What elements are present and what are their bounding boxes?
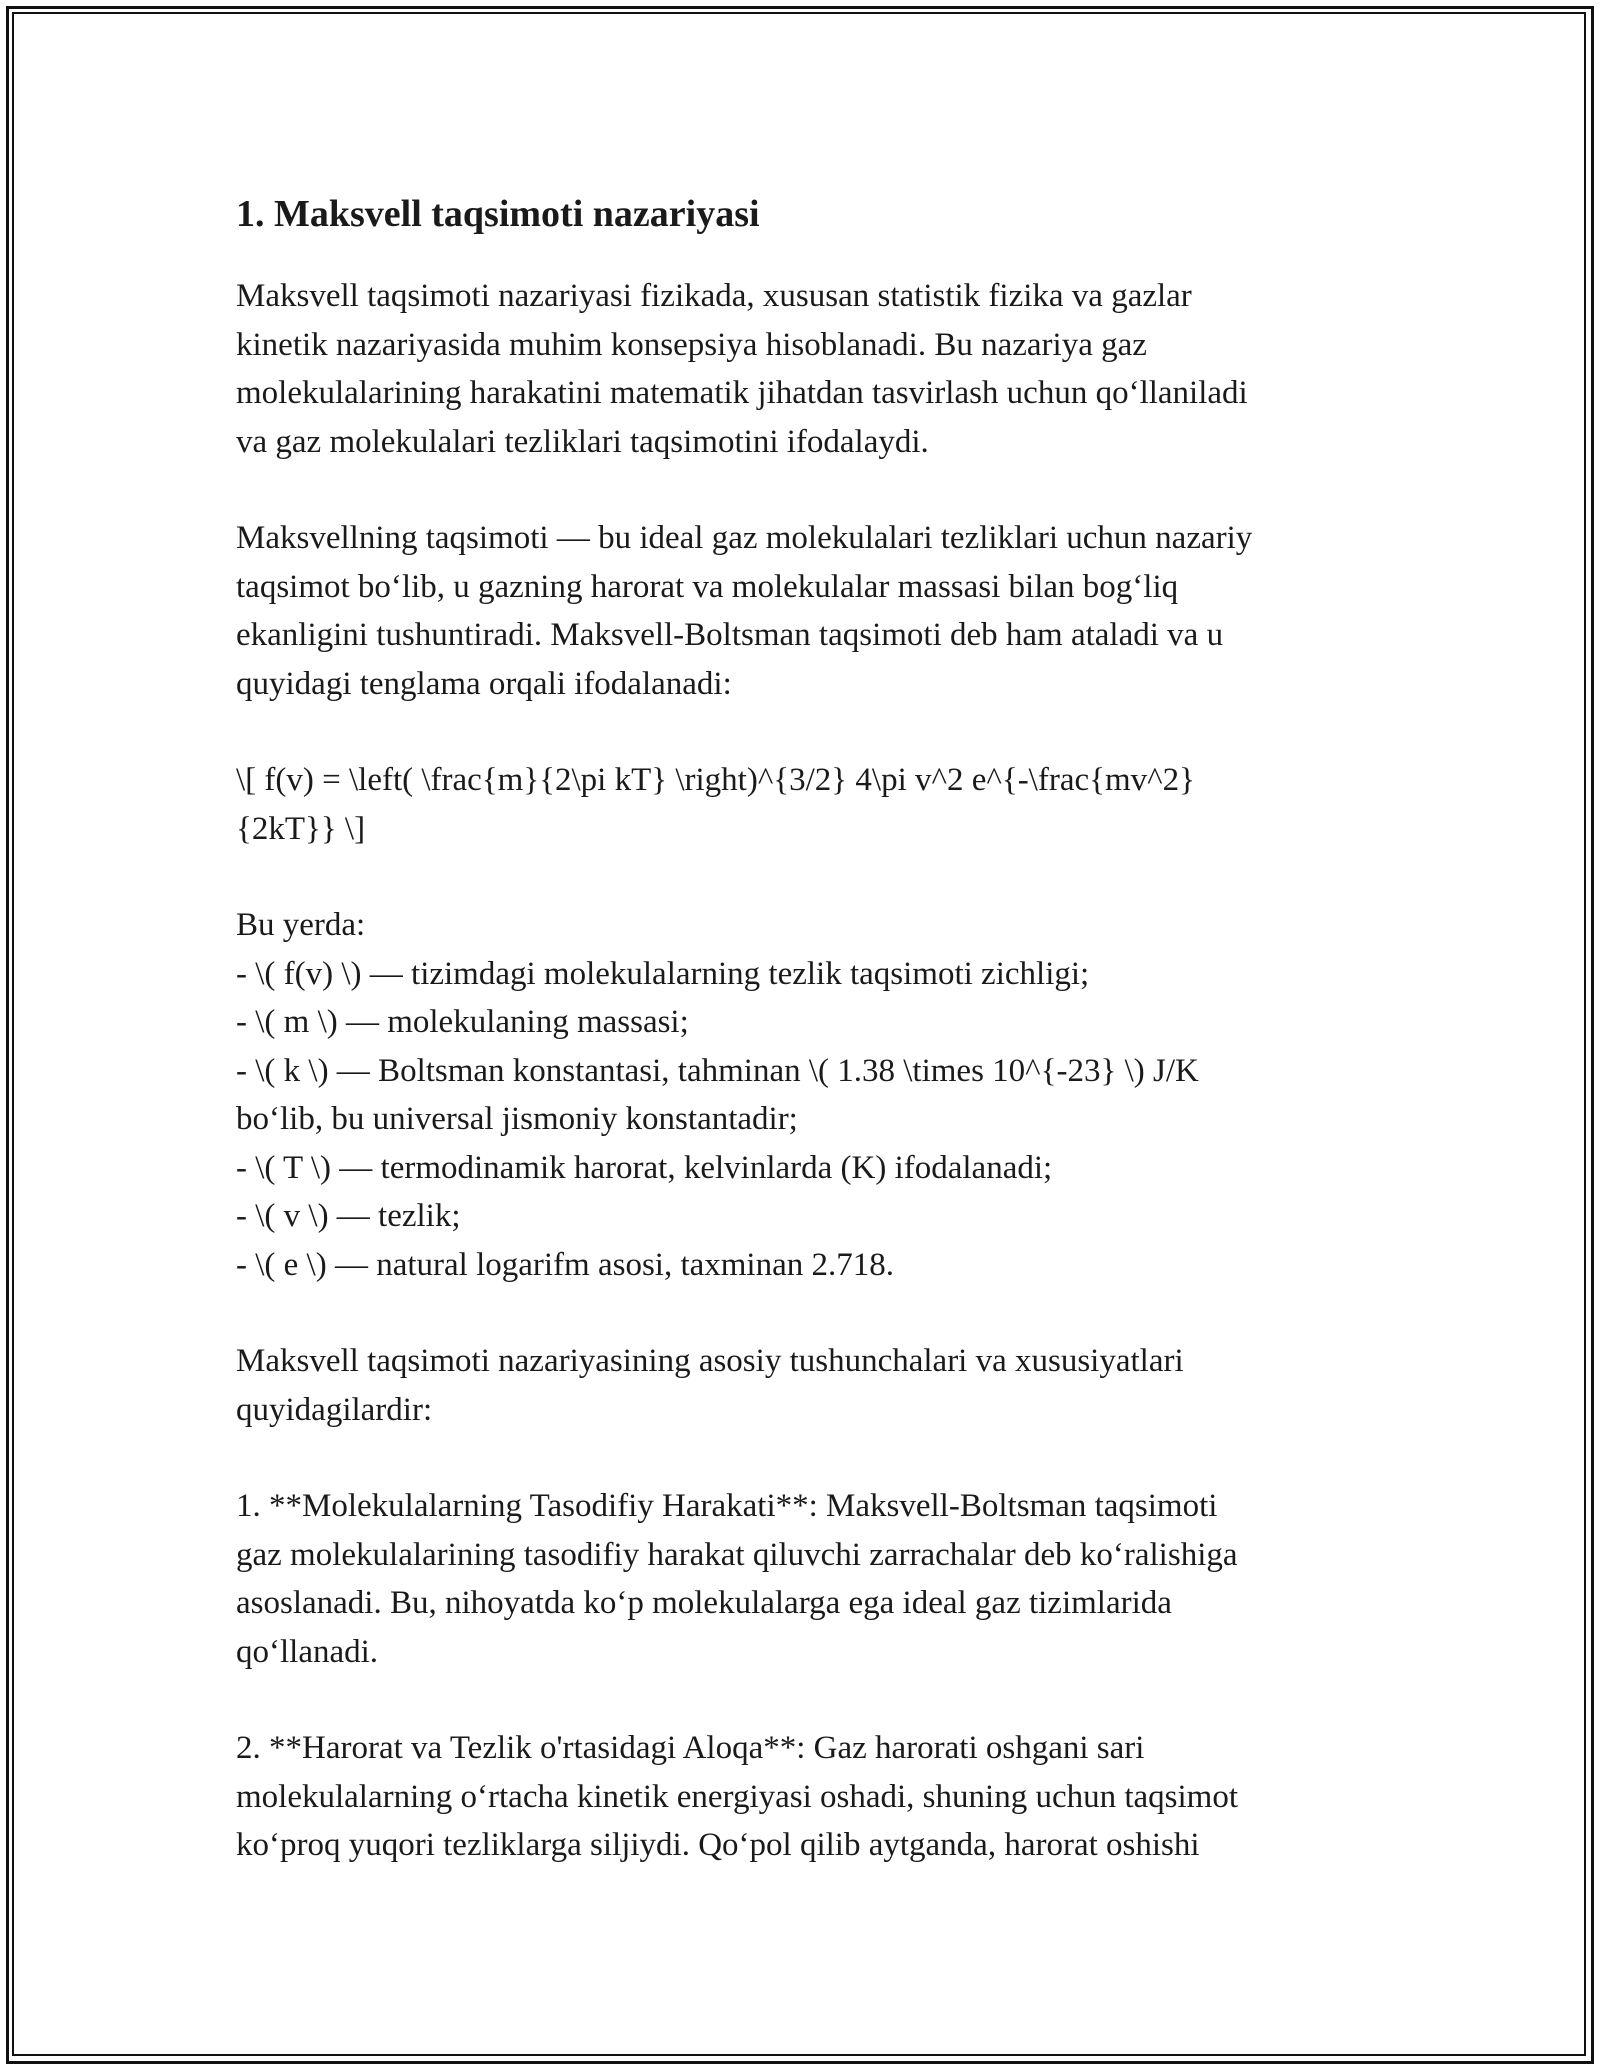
text-line: Maksvellning taqsimoti — bu ideal gaz molekulalari tezliklari uchun nazariy bbox=[236, 520, 1253, 556]
paragraph-point-1 bbox=[236, 1482, 1386, 1676]
list-item-continuation: bo‘lib, bu universal jismoniy konstantadir; bbox=[236, 1101, 798, 1137]
list-item: - \( T \) — termodinamik harorat, kelvinlarda (K) ifodalanadi; bbox=[236, 1149, 1053, 1186]
text-line: 2. **Harorat va Tezlik o'rtasidagi Aloqa**: Gaz harorati oshgani sari bbox=[236, 1730, 1145, 1766]
text-line: molekulalarining harakatini matematik jihatdan tasvirlash uchun qo‘llaniladi bbox=[236, 375, 1248, 411]
list-item: - \( m \) — molekulaning massasi; bbox=[236, 1004, 689, 1040]
text-line: quyidagilardir: bbox=[236, 1391, 433, 1428]
text-line: Maksvell taqsimoti nazariyasining asosiy tushunchalari va xususiyatlari bbox=[236, 1343, 1184, 1379]
paragraph-equation bbox=[236, 756, 1386, 853]
list-item: - \( e \) — natural logarifm asosi, taxminan 2.718. bbox=[236, 1246, 895, 1283]
paragraph-point-2 bbox=[236, 1724, 1386, 1870]
text-line: kinetik nazariyasida muhim konsepsiya hisoblanadi. Bu nazariya gaz bbox=[236, 326, 1147, 363]
text-line: 1. **Molekulalarning Tasodifiy Harakati**: Maksvell-Boltsman taqsimoti bbox=[236, 1488, 1218, 1524]
text-line: asoslanadi. Bu, nihoyatda ko‘p molekulalarga ega ideal gaz tizimlarida bbox=[236, 1585, 1172, 1621]
equation-line: {2kT}} \] bbox=[236, 810, 366, 847]
document-body bbox=[236, 186, 1386, 1918]
text-line: ekanligini tushuntiradi. Maksvell-Boltsman taqsimoti deb ham ataladi va u bbox=[236, 617, 1224, 653]
text-line: quyidagi tenglama orqali ifodalanadi: bbox=[236, 665, 732, 702]
paragraph-definition bbox=[236, 514, 1386, 708]
section-heading: 1. Maksvell taqsimoti nazariyasi bbox=[236, 193, 760, 235]
paragraph-concepts-intro bbox=[236, 1337, 1386, 1434]
text-line: ko‘proq yuqori tezliklarga siljiydi. Qo‘pol qilib aytganda, harorat oshishi bbox=[236, 1827, 1200, 1863]
text-line: taqsimot bo‘lib, u gazning harorat va molekulalar massasi bilan bog‘liq bbox=[236, 568, 1179, 605]
text-line: molekulalarning o‘rtacha kinetik energiyasi oshadi, shuning uchun taqsimot bbox=[236, 1778, 1239, 1815]
equation-line: \[ f(v) = \left( \frac{m}{2\pi kT} \right)^{3/2} 4\pi v^2 e^{-\frac{mv^2} bbox=[236, 762, 1195, 798]
text-line: qo‘llanadi. bbox=[236, 1633, 379, 1670]
text-line: gaz molekulalarining tasodifiy harakat qiluvchi zarrachalar deb ko‘ralishiga bbox=[236, 1536, 1238, 1573]
text-line: Maksvell taqsimoti nazariyasi fizikada, xususan statistik fizika va gazlar bbox=[236, 278, 1192, 314]
list-item: - \( f(v) \) — tizimdagi molekulalarning tezlik taqsimoti zichligi; bbox=[236, 955, 1090, 992]
list-item: - \( v \) — tezlik; bbox=[236, 1198, 461, 1234]
text-line: va gaz molekulalari tezliklari taqsimotini ifodalaydi. bbox=[236, 423, 929, 460]
paragraph-intro bbox=[236, 272, 1386, 466]
list-heading: Bu yerda: bbox=[236, 907, 366, 943]
paragraph-variable-list bbox=[236, 901, 1386, 1289]
list-item: - \( k \) — Boltsman konstantasi, tahminan \( 1.38 \times 10^{-23} \) J/K bbox=[236, 1052, 1199, 1089]
